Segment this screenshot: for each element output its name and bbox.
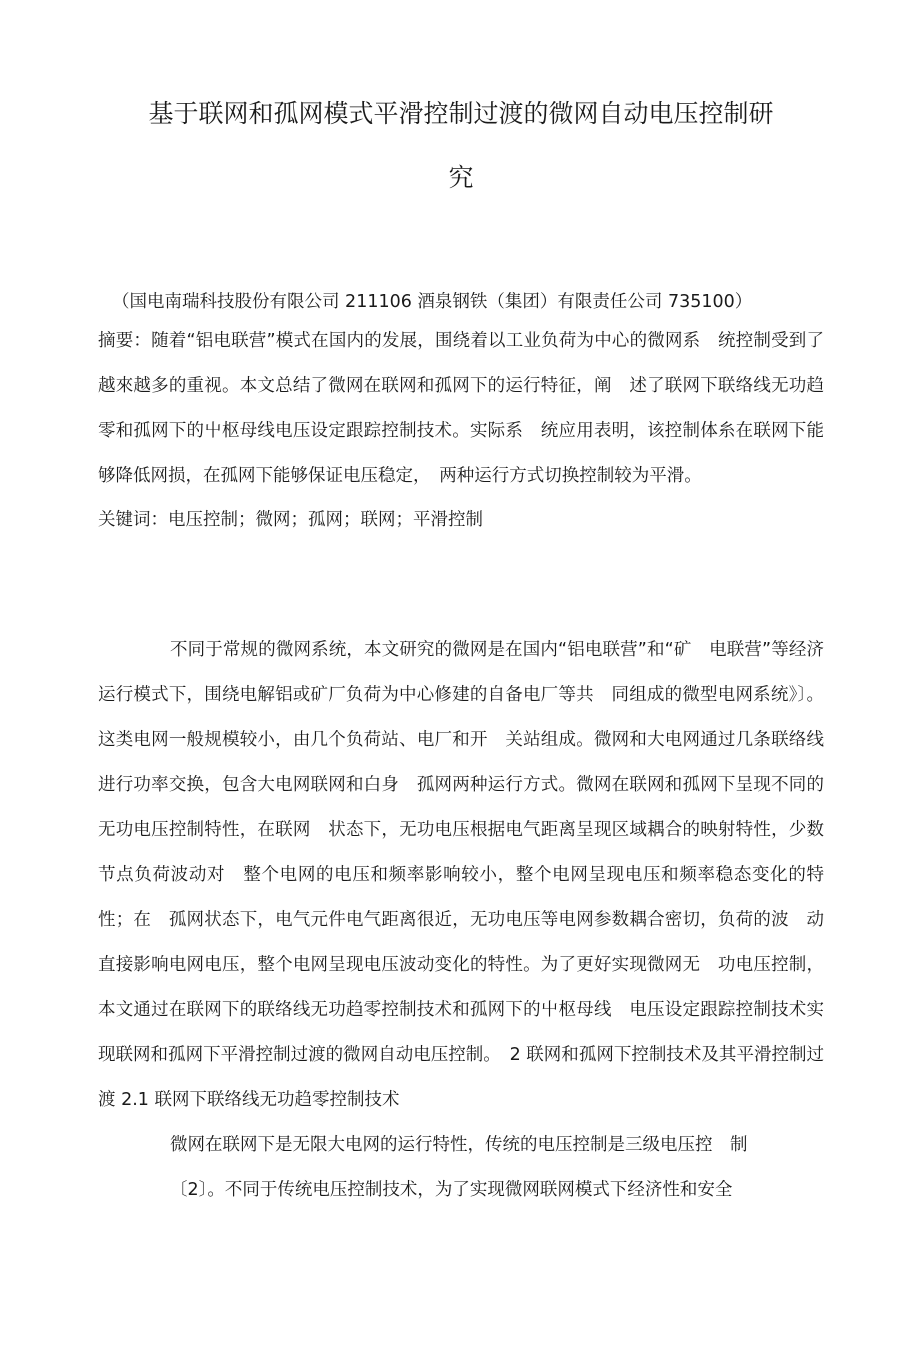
affiliation: （国电南瑞科技股份有限公司 211106 酒泉钢铁（集团）有限责任公司 735100） bbox=[112, 292, 753, 312]
body-paragraph-2-line-2: 〔2〕。不同于传统电压控制技术，为了实现微网联网模式下经济性和安全 bbox=[170, 1180, 733, 1200]
body-paragraph-1: 不同于常规的微网系统，本文研究的微网是在国内“铝电联营”和“矿 电联营”等经济运行模式下，围绕电解铝或矿厂负荷为中心修建的自备电厂等共 同组成的微型电网系统》〕。这类电网一般规模较小，由几个负荷站、电厂和开 关站组成。微网和大电网通过几条联络线进行功率交换，包含大电网联网和白身 孤网两种运行方式。微网在联网和孤网下呈现不同的无功电压控制特性，在联网 状态下，无功电压根据电气距离呈现区域耦合的映射特性，少数节点负荷波动对 整个电网的电压和频率影响较小，整个电网呈现电压和频率稳态变化的特性；在 孤网状态下，电气元件电气距离很近，无功电压等电网参数耦合密切，负荷的波 动直接影响电网电压，整个电网呈现电压波动变化的特性。为了更好实现微网无 功电压控制，本文通过在联网下的联络线无功趋零控制技术和孤网下的屮枢母线 电压设定跟踪控制技术实现联网和孤网下平滑控制过渡的微网自动电压控制。 2 联网和孤网下控制技术及其平滑控制过渡 2.1 联网下联络线无功趋零控制技术 bbox=[98, 640, 824, 1110]
title-line-1: 基于联网和孤网模式平滑控制过渡的微网自动电压控制研 bbox=[148, 99, 774, 128]
body-paragraph-2 bbox=[98, 1123, 824, 1213]
title-line-2: 究 bbox=[448, 163, 474, 192]
body-paragraph-2-line-1: 微网在联网下是无限大电网的运行特性，传统的电压控制是三级电压控 制 bbox=[170, 1135, 748, 1155]
keywords: 关键词：电压控制；微网；孤网；联网；平滑控制 bbox=[98, 510, 483, 530]
abstract: 摘要：随着“铝电联营”模式在国内的发展，围绕着以工业负荷为中心的微网系 统控制受到了越來越多的重视。本文总结了微网在联网和孤网下的运行特征，阐 述了联网下联络线无功趋零和孤网下的屮枢母线电压设定跟踪控制技术。实际系 统应用表明，该控制体糸在联网下能够降低网损，在孤网下能够保证电压稳定， 两种运行方式切换控制较为平滑。 bbox=[98, 331, 824, 486]
page-title bbox=[98, 0, 824, 210]
